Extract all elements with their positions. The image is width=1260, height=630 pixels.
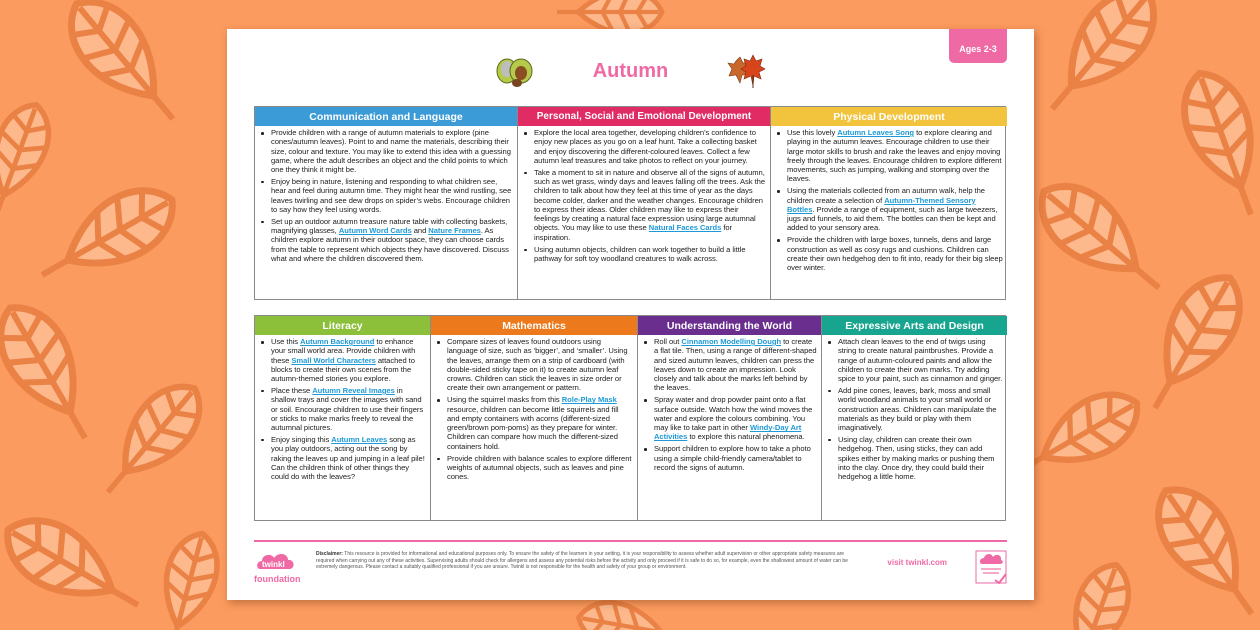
section-physical-development: [771, 107, 1007, 299]
section-literacy: [255, 316, 431, 520]
activity-text: in shallow trays and cover the images with sand or soil. Encourage children to use their fingers or sticks to make marks freely to reveal the autumnal pictures.: [271, 385, 424, 433]
activity-text: Explore the local area together, developing children’s confidence to enjoy new places as you go on a leaf hunt. Take a collecting basket and enjoy discovering the different-coloured leaves. Collect a few autumn leaf treasures and take photos to reflect on your journey.: [534, 128, 757, 165]
svg-text:twinkl: twinkl: [262, 560, 285, 569]
disclaimer: Disclaimer: This resource is provided for informational and educational purposes only. To ensure the safety of the learners in your setting, it is your responsibility to assess whether adult supervision or other appropriate safety measures are required when carrying out any of these activities. Supervising adults should check for allergens and assess any potential risks before the activity and only proceed if it is safe to do so, for example, even the shallowest amount of water can be extremely dangerous. Please contact a suitably qualified professional if you are unsure. Twinkl is not responsible for the health and safety of your group or environment.: [316, 551, 848, 571]
activity-item: [838, 386, 1003, 432]
title-row: [227, 51, 1034, 91]
activity-text: Set up an outdoor autumn treasure nature table with collecting baskets, magnifying glasses,: [271, 216, 508, 235]
autumn-leaves-icon: [726, 53, 766, 89]
activity-item: [271, 337, 426, 383]
section-understanding-the-world: [638, 316, 822, 520]
activity-text: Take a moment to sit in nature and observe all of the signs of autumn, such as wet grass, windy days and leaves falling off the trees. Ask the children to talk about how they feel at this time of year as the days become colder, darker and the weather changes. Encourage children to express their ideas. Older children may like to express their feelings by creating a natural face expression using large autumnal objects. You may like to use these: [534, 167, 766, 233]
activity-list: [431, 335, 637, 484]
section-heading: Expressive Arts and Design: [822, 316, 1007, 335]
activity-text: Attach clean leaves to the end of twigs using string to create natural paintbrushes. Provide a range of autumn-coloured paints and allow the children to create their own marks. Try adding spice to your paint, such as cinnamon and ginger.: [838, 337, 1003, 384]
activity-text: Place these: [271, 385, 313, 395]
activity-item: [534, 245, 766, 264]
section-heading: Understanding the World: [638, 316, 821, 335]
activity-text: Provide children with balance scales to explore different weights of autumnal objects, such as leaves and pine cones.: [447, 453, 632, 482]
activity-text: to explore this natural phenomena.: [687, 432, 805, 442]
visit-twinkl-link[interactable]: visit twinkl.com: [887, 558, 947, 567]
section-heading: Mathematics: [431, 316, 637, 335]
page-title: Autumn: [592, 59, 669, 82]
activity-text: . As children explore autumn in their outdoor space, they can choose cards from the table to represent which objects they have discovered. Discuss what and where the children discovered them.: [271, 225, 509, 263]
resource-link[interactable]: Autumn Reveal Images: [312, 385, 395, 395]
activity-list: [255, 335, 430, 484]
resource-link[interactable]: Role-Play Mask: [561, 395, 617, 405]
activity-text: Spray water and drop powder paint onto a flat surface outside. Watch how the wind moves the water and explore the colours combining. You may like to take part in other: [654, 395, 813, 433]
resource-link[interactable]: Small World Characters: [291, 355, 376, 365]
activity-list: [518, 126, 770, 266]
activity-text: song as you play outdoors, acting out the song by raking the leaves up and jumping in a leaf pile! Can the children think of other things they could do with the leaves?: [271, 434, 425, 482]
activity-item: [654, 337, 817, 393]
activity-item: [654, 395, 817, 441]
activity-item: [447, 454, 633, 482]
activity-item: [534, 168, 766, 242]
section-heading: Literacy: [255, 316, 430, 335]
activity-text: Support children to explore how to take a photo using a simple child-friendly camera/tablet to record the signs of autumn.: [654, 444, 811, 472]
activity-list: [638, 335, 821, 475]
activity-list: [771, 126, 1007, 275]
resource-link[interactable]: Nature Frames: [428, 225, 481, 235]
section-communication-and-language: [255, 107, 518, 299]
quality-standard-badge-icon: [975, 550, 1007, 584]
activity-text: Using the materials collected from an autumn walk, help the children create a selection of: [787, 186, 985, 205]
activity-text: Provide the children with large boxes, tunnels, dens and large construction as well as cosy rugs and cushions. Children can create their own hedgehog den to fit into, ready for their big sleep over winter.: [787, 235, 1003, 273]
activity-text: for inspiration.: [534, 223, 733, 242]
resource-link[interactable]: Natural Faces Cards: [648, 223, 722, 233]
section-expressive-arts-and-design: [822, 316, 1007, 520]
activity-text: resource, children can become little squirrels and fill and empty containers with acorns (different-sized green/brown pom-poms) as they prepare for winter. Children can compare how much the different-sized containers hold.: [447, 404, 619, 451]
section-heading: Physical Development: [771, 107, 1007, 126]
activity-item: [534, 128, 766, 165]
conker-icon: [495, 53, 535, 89]
activity-text: Enjoy being in nature, listening and responding to what children see, hear and feel during autumn time. They might hear the wind rustling, see leaves twirling and see dew drops on spider’s webs. Encourage children to say how they feel using words.: [271, 176, 512, 214]
activity-item: [271, 128, 513, 174]
activity-text: Add pine cones, leaves, bark, moss and small world woodland animals to your small world or construction areas. Children can manipulate the materials as they build or play with them imaginatively.: [838, 385, 997, 433]
autumn-activity-sheet: [227, 29, 1034, 600]
activity-text: Using clay, children can create their own hedgehog. Then, using sticks, they can add spikes either by making marks or pushing them into the clay. Once dry, they could build their hedgehog a little home.: [838, 434, 995, 482]
twinkl-foundation-logo: [254, 549, 306, 587]
activity-item: [838, 435, 1003, 481]
activity-text: to explore clearing and playing in the autumn leaves. Encourage children to use their large motor skills to brush and rake the leaves and enjoy moving freely through the leaves. Encourage children to explore different movements, such as jumping, walking and stomping over the leaves.: [787, 128, 1002, 184]
activity-item: [787, 235, 1003, 272]
activity-text: Using the squirrel masks from this: [447, 395, 562, 405]
activity-text: Enjoy singing this: [271, 434, 332, 444]
activity-text: Use this: [271, 337, 301, 346]
resource-link[interactable]: Autumn Background: [300, 337, 375, 346]
activity-text: Roll out: [654, 337, 682, 346]
activity-text: and: [411, 225, 429, 235]
activity-item: [271, 177, 513, 214]
section-heading: Communication and Language: [255, 107, 517, 126]
svg-text:foundation: foundation: [254, 574, 301, 584]
resource-link[interactable]: Autumn Word Cards: [338, 225, 412, 235]
activity-text: Provide children with a range of autumn materials to explore (pine cones/autumn leaves). Point to and name the materials, describing their size, colour and texture. You may like to extend this idea with a guessing game, where the adult describes an object and the child points to which one they think it might be.: [271, 128, 511, 175]
activity-item: [271, 386, 426, 432]
activity-item: [787, 186, 1003, 232]
activity-text: to create a flat tile. Then, using a range of different-shaped and sized autumn leaves, children can press the leaves down to create an impression. Look closely and talk about the marks left behind by the leaves.: [654, 337, 817, 393]
section-personal-social-and-emotional-development: [518, 107, 771, 299]
activity-list: [822, 335, 1007, 484]
activity-item: [271, 217, 513, 263]
activity-item: [447, 337, 633, 393]
resource-link[interactable]: Windy-Day Art Activities: [654, 423, 802, 442]
activity-text: . Provide a range of equipment, such as large tweezers, jugs and funnels, to aid them. The bottles can then be kept and added to your sensory area.: [787, 204, 998, 233]
activity-text: to enhance your small world area. Provide children with these: [271, 337, 416, 365]
footer: [254, 540, 1007, 592]
activity-list: [255, 126, 517, 266]
activity-item: [838, 337, 1003, 383]
bottom-sections-grid: [254, 315, 1006, 521]
activity-item: [654, 444, 817, 472]
resource-link[interactable]: Autumn Leaves: [331, 434, 388, 444]
activity-item: [787, 128, 1003, 184]
top-sections-grid: [254, 106, 1006, 300]
activity-text: Using autumn objects, children can work together to build a little pathway for soft toy woodland creatures to walk across.: [534, 244, 746, 263]
activity-text: Compare sizes of leaves found outdoors using language of size, such as ‘bigger’, and ‘smaller’. Using the leaves, arrange them on a strip of cardboard (with double-sided sticky tape on it) to create autumn leaf crowns. Children can stick the leaves in size order or create their own arrangement or pattern.: [447, 337, 628, 393]
activity-item: [271, 435, 426, 481]
section-heading: Personal, Social and Emotional Development: [518, 107, 770, 126]
ages-badge: Ages 2-3: [949, 29, 1007, 63]
resource-link[interactable]: Cinnamon Modelling Dough: [681, 337, 782, 346]
activity-item: [447, 395, 633, 451]
activity-text: Use this lovely: [787, 128, 838, 137]
activity-text: attached to blocks to create their own scenes from the autumn-themed stories you explore.: [271, 355, 415, 384]
section-mathematics: [431, 316, 638, 520]
resource-link[interactable]: Autumn-Themed Sensory Bottles: [787, 195, 976, 214]
resource-link[interactable]: Autumn Leaves Song: [837, 128, 915, 137]
